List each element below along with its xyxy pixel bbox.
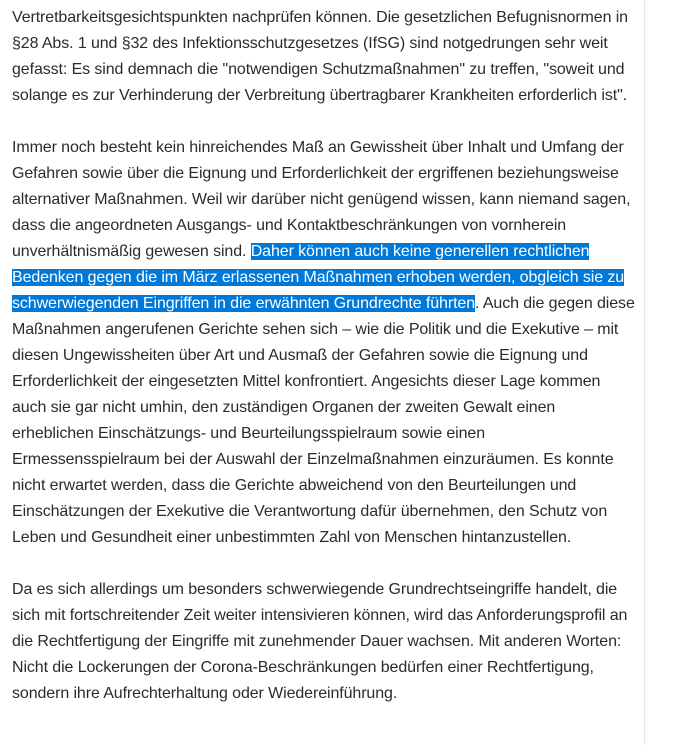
- article-paragraph-3: Da es sich allerdings um besonders schwerwiegende Grundrechtseingriffe handelt, die sich mit fortschreitender Zeit weiter intensivieren können, wird das Anforderungsprofil an die Rechtfertigung der Eingriffe mit zunehmender Dauer wachsen. Mit anderen Worten: Nicht die Lockerungen der Corona-Beschränkungen bedürfen einer Rechtfertigung, sondern ihre Aufrechterhaltung oder Wiedereinführung.: [12, 581, 628, 702]
- article-paragraph-1: Vertretbarkeitsgesichtspunkten nachprüfen können. Die gesetzlichen Befugnisnormen in §28 Abs. 1 und §32 des Infektionsschutzgesetzes (IfSG) sind notgedrungen sehr weit gefasst: Es sind demnach die "notwendigen Schutzmaßnahmen" zu treffen, "soweit und solange es zur Verhinderung der Verbreitung übertragbarer Krankheiten erforderlich ist".: [12, 9, 628, 104]
- paragraph-2-text-after-selection: . Auch die gegen diese Maßnahmen angerufenen Gerichte sehen sich – wie die Politik und die Exekutive – mit diesen Ungewissheiten über Art und Ausmaß der Gefahren sowie die Eignung und Erforderlichkeit der eingesetzten Mittel konfrontiert. Angesichts dieser Lage kommen auch sie gar nicht umhin, den zuständigen Organen der zweiten Gewalt einen erheblichen Einschätzungs- und Beurteilungsspielraum sowie einen Ermessensspielraum bei der Auswahl der Einzelmaßnahmen einzuräumen. Es konnte nicht erwartet werden, dass die Gerichte abweichend von den Beurteilungen und Einschätzungen der Exekutive die Verantwortung dafür übernehmen, den Schutz von Leben und Gesundheit einer unbestimmten Zahl von Menschen hintanzustellen.: [12, 295, 635, 546]
- article-body: [12, 5, 635, 707]
- selected-text-highlight[interactable]: Daher können auch keine generellen rechtlichen Bedenken gegen die im März erlassenen Maßnahmen erhoben werden, obgleich sie zu schwerwiegenden Eingriffen in die erwähnten Grundrechte führten: [12, 243, 625, 312]
- article-paragraph-2: [12, 135, 635, 551]
- paragraph-2-text-before-selection: Immer noch besteht kein hinreichendes Maß an Gewissheit über Inhalt und Umfang der Gefahren sowie über die Eignung und Erforderlichkeit der ergriffenen beziehungsweise alternativer Maßnahmen. Weil wir darüber nicht genügend wissen, kann niemand sagen, dass die angeordneten Ausgangs- und Kontaktbeschränkungen von vornherein unverhältnismäßig gewesen sind.: [12, 139, 631, 260]
